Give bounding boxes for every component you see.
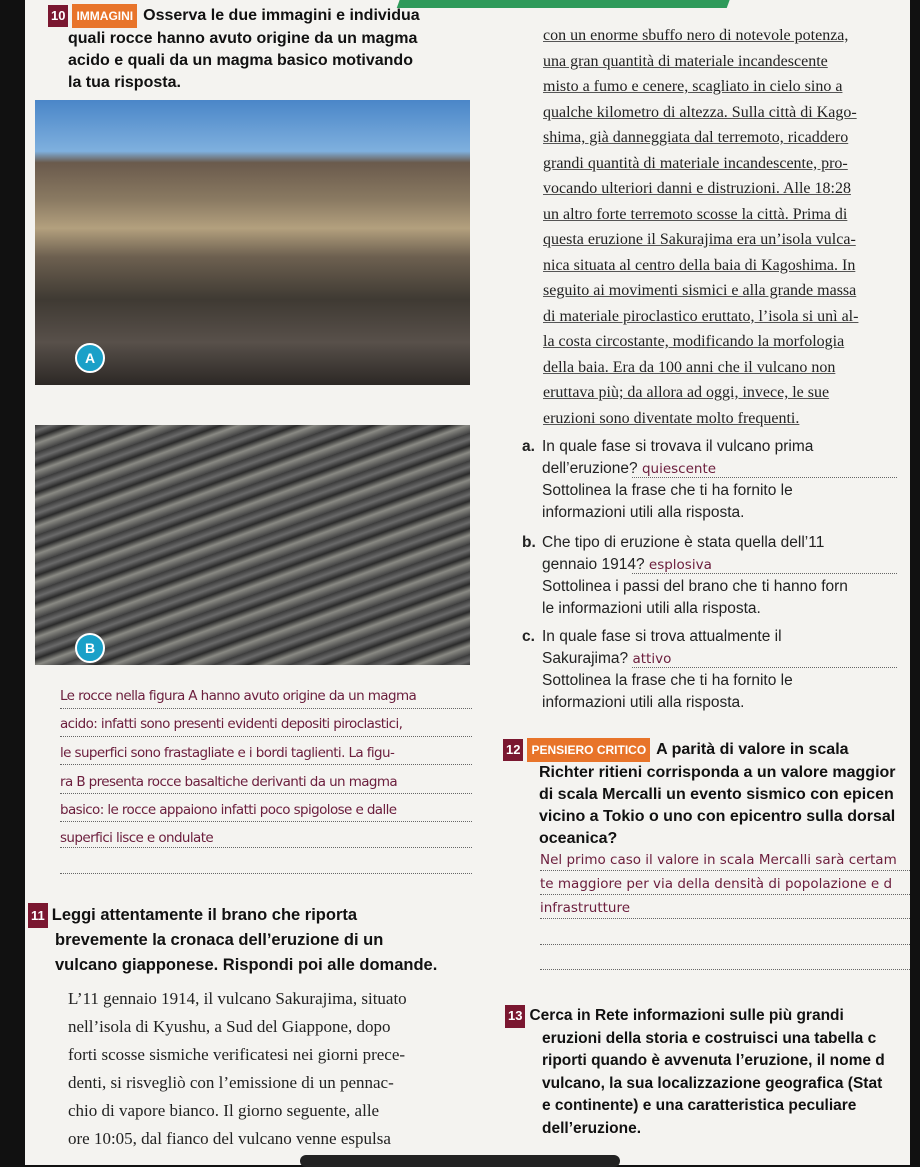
passage-line: denti, si risvegliò con l’emissione di un pennac-: [68, 1073, 394, 1092]
prompt-line: Leggi attentamente il brano che riporta: [51, 906, 358, 924]
prompt-line: A parità di valore in scala: [656, 741, 849, 758]
passage-line: un altro forte terremoto scosse la città. Prima di: [543, 205, 848, 223]
prompt-line: Osserva le due immagini e individua: [143, 7, 420, 24]
handwritten-answer[interactable]: esplosiva: [648, 557, 712, 573]
prompt-line: brevemente la cronaca dell’eruzione di un: [55, 931, 384, 949]
passage-line: eruzioni sono diventate molto frequenti.: [543, 409, 800, 427]
passage-line: shima, già danneggiata dal terremoto, ricaddero: [543, 129, 849, 146]
handwritten-line: infrastrutture: [540, 900, 631, 916]
handwritten-line: le superfici sono frastagliate e i bordi taglienti. La figu-: [60, 745, 395, 761]
prompt-line: Cerca in Rete informazioni sulle più grandi: [529, 1007, 844, 1024]
question-text: Sakurajima?: [542, 650, 629, 667]
home-indicator-bar[interactable]: [300, 1155, 620, 1167]
prompt-line: vulcano, la sua localizzazione geografica (Stat: [542, 1074, 883, 1092]
passage-line: nica situata al centro della baia di Kagoshima. In: [543, 256, 856, 274]
question-text: dell’eruzione?: [542, 460, 638, 477]
passage-line: di materiale piroclastico eruttato, l’isola si unì al-: [543, 307, 859, 325]
exercise-11-prompt: [28, 903, 437, 978]
question-letter: b.: [522, 534, 536, 551]
handwritten-line: basico: le rocce appaiono infatti poco spigolose e dalle: [60, 802, 397, 818]
passage-line: forti scosse sismiche verificatesi nei giorni prece-: [68, 1045, 406, 1064]
exercise-number: 12: [503, 739, 523, 761]
question-text: In quale fase si trova attualmente il: [542, 628, 782, 645]
passage-line: qualche kilometro di altezza. Sulla città di Kago-: [543, 103, 857, 121]
photo-a-volcano: [35, 100, 470, 385]
question-text: In quale fase si trovava il vulcano prima: [542, 438, 814, 455]
passage-line: seguito ai movimenti sismici e alla grande massa: [543, 282, 857, 299]
question-letter: c.: [522, 628, 535, 645]
exercise-tag: IMMAGINI: [72, 4, 137, 28]
exercise-number: 10: [48, 5, 68, 27]
exercise-13-prompt: [505, 1005, 885, 1140]
instruction-text: Sottolinea la frase che ti ha fornito le: [542, 482, 793, 499]
passage-line: della baia. Era da 100 anni che il vulcano non: [543, 358, 836, 376]
exercise-number: 11: [28, 903, 48, 928]
prompt-line: vulcano giapponese. Rispondi poi alle domande.: [55, 956, 438, 974]
passage-line: con un enorme sbuffo nero di notevole potenza,: [543, 27, 849, 44]
handwritten-line: te maggiore per via della densità di popolazione e d: [540, 876, 893, 892]
passage-line: ore 10:05, dal fianco del vulcano venne espulsa: [68, 1129, 391, 1148]
question-text: Che tipo di eruzione è stata quella dell’11: [542, 534, 825, 551]
prompt-line: dell’eruzione.: [542, 1119, 642, 1137]
instruction-text: informazioni utili alla risposta.: [542, 694, 745, 711]
passage-left-column: [68, 985, 407, 1153]
passage-line: la costa circostante, modificando la morfologia: [543, 333, 845, 350]
prompt-line: quali rocce hanno avuto origine da un magma: [68, 30, 418, 47]
photo-b-label: B: [75, 633, 105, 663]
prompt-line: acido e quali da un magma basico motivando: [68, 52, 413, 69]
prompt-line: riporti quando è avvenuta l’eruzione, il nome d: [542, 1052, 885, 1069]
right-edge: [910, 0, 920, 1165]
passage-line: nell’isola di Kyushu, a Sud del Giappone, dopo: [68, 1017, 391, 1036]
question-c: [522, 626, 793, 714]
passage-line: misto a fumo e cenere, scagliato in cielo sino a: [543, 78, 843, 95]
instruction-text: le informazioni utili alla risposta.: [542, 600, 761, 617]
handwritten-answer[interactable]: quiescente: [641, 461, 717, 477]
passage-line: L’11 gennaio 1914, il vulcano Sakurajima, situato: [68, 989, 407, 1008]
passage-line: chio di vapore bianco. Il giorno seguente, alle: [68, 1101, 380, 1120]
section-banner: [397, 0, 734, 8]
instruction-text: informazioni utili alla risposta.: [542, 504, 745, 521]
question-a: [522, 436, 813, 524]
prompt-line: vicino a Tokio o uno con epicentro sulla dorsal: [539, 808, 896, 825]
exercise-10-prompt: [48, 4, 420, 94]
photo-b-lava: [35, 425, 470, 665]
handwritten-line: Le rocce nella figura A hanno avuto origine da un magma: [60, 688, 417, 704]
handwritten-answer[interactable]: attivo: [632, 651, 672, 667]
handwritten-line: Nel primo caso il valore in scala Mercalli sarà certam: [540, 852, 897, 868]
passage-line: vocando ulteriori danni e distruzioni. Alle 18:28: [543, 180, 851, 197]
photo-a-label: A: [75, 343, 105, 373]
question-b: [522, 532, 848, 620]
passage-line: questa eruzione il Sakurajima era un’isola vulca-: [543, 231, 856, 248]
instruction-text: Sottolinea la frase che ti ha fornito le: [542, 672, 793, 689]
prompt-line: di scala Mercalli un evento sismico con epicen: [539, 786, 894, 803]
prompt-line: oceanica?: [539, 830, 618, 847]
passage-line: una gran quantità di materiale incandescente: [543, 52, 828, 70]
handwritten-line: ra B presenta rocce basaltiche derivanti da un magma: [60, 774, 398, 790]
handwritten-line: superfici lisce e ondulate: [60, 830, 214, 846]
exercise-tag: PENSIERO CRITICO: [527, 738, 650, 762]
handwritten-line: acido: infatti sono presenti evidenti depositi piroclastici,: [60, 716, 403, 732]
exercise-number: 13: [505, 1005, 525, 1028]
prompt-line: e continente) e una caratteristica peculiare: [542, 1097, 857, 1114]
passage-line: grandi quantità di materiale incandescente, pro-: [543, 154, 848, 172]
prompt-line: la tua risposta.: [68, 74, 181, 91]
instruction-text: Sottolinea i passi del brano che ti hanno forn: [542, 578, 848, 595]
question-letter: a.: [522, 438, 535, 455]
prompt-line: eruzioni della storia e costruisci una tabella c: [542, 1029, 877, 1047]
passage-line: eruttava più; da allora ad oggi, invece, le sue: [543, 384, 830, 401]
question-text: gennaio 1914?: [542, 556, 645, 573]
prompt-line: Richter ritieni corrisponda a un valore maggior: [539, 764, 896, 781]
exercise-12-prompt: [503, 738, 896, 850]
